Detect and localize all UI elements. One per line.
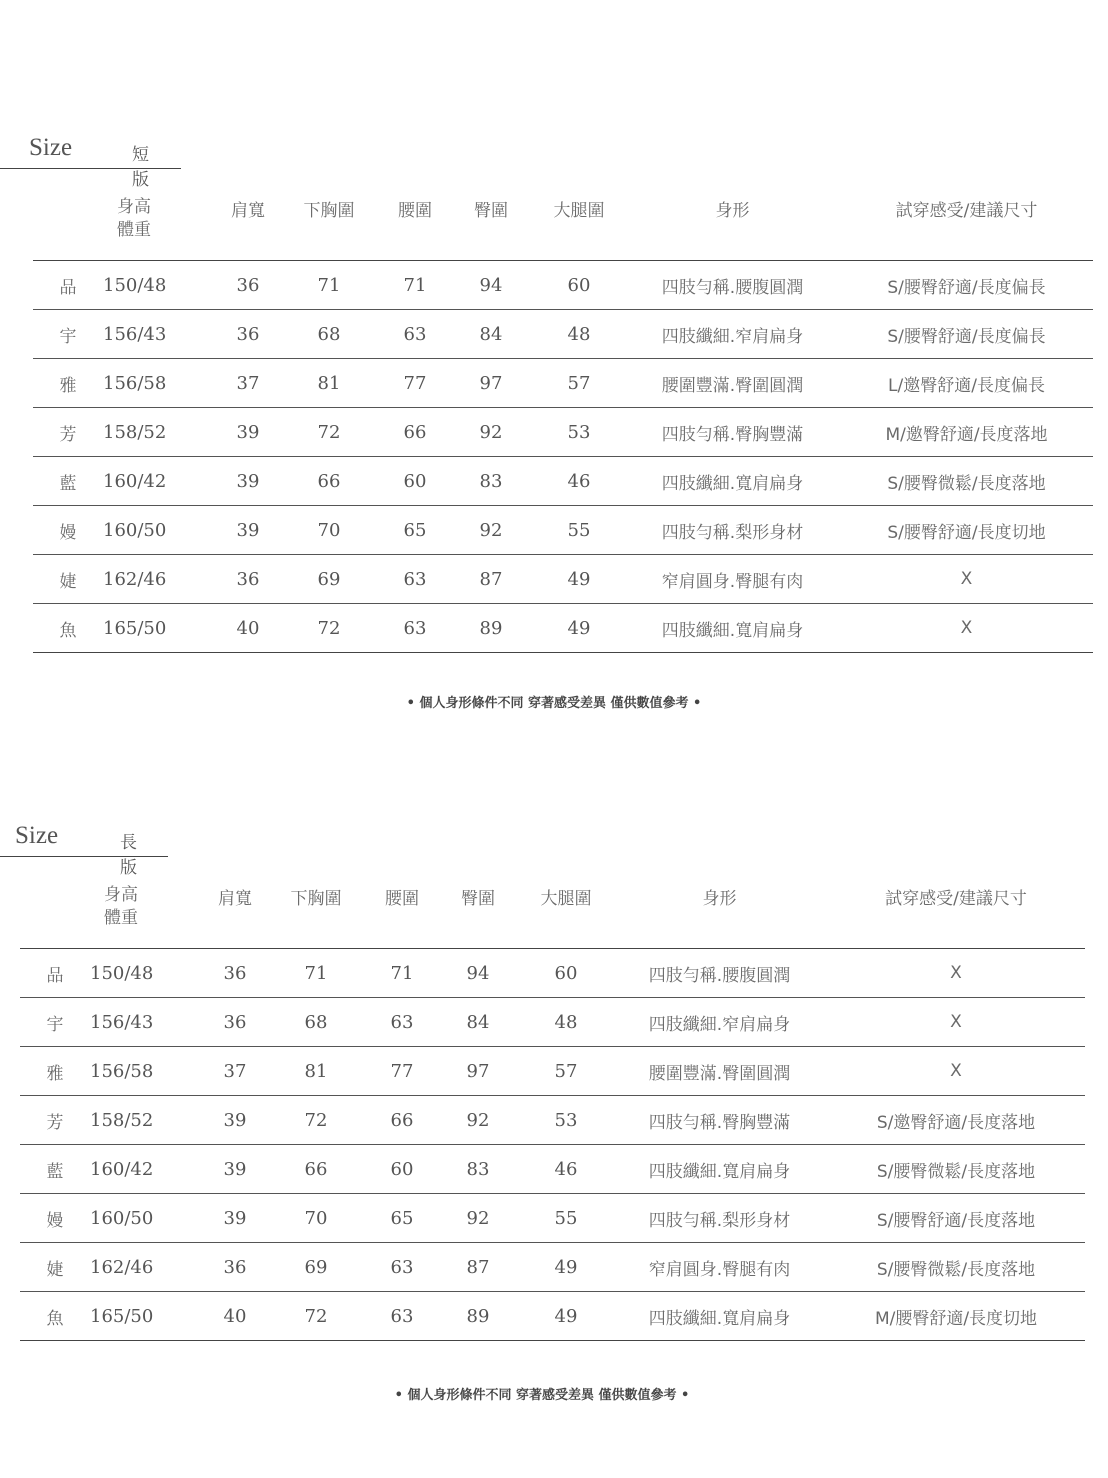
shoulder-width-cell: 36	[206, 949, 264, 998]
waist-cell: 65	[381, 506, 449, 555]
table-row	[20, 998, 1085, 1047]
model-name-cell: 婕	[33, 555, 103, 604]
thigh-cell: 46	[520, 1145, 612, 1194]
underbust-cell: 72	[264, 1292, 368, 1341]
col-header-name	[33, 194, 103, 261]
col-header-fit: 試穿感受/建議尺寸	[840, 194, 1093, 261]
height-weight-cell: 162/46	[90, 1243, 206, 1292]
hip-cell: 97	[436, 1047, 520, 1096]
col-header-thigh: 大腿圍	[520, 882, 612, 949]
model-name-cell: 芳	[33, 408, 103, 457]
header-row	[33, 194, 1093, 261]
body-shape-cell: 腰圍豐滿.臀圍圓潤	[612, 1047, 827, 1096]
col-header-body-shape: 身形	[625, 194, 840, 261]
waist-cell: 77	[381, 359, 449, 408]
col-header-fit: 試穿感受/建議尺寸	[827, 882, 1085, 949]
body-shape-cell: 四肢纖細.寬肩扁身	[612, 1145, 827, 1194]
table-row	[33, 604, 1093, 653]
thigh-cell: 60	[520, 949, 612, 998]
hip-cell: 84	[449, 310, 533, 359]
model-name-cell: 宇	[33, 310, 103, 359]
underbust-cell: 81	[264, 1047, 368, 1096]
hip-cell: 87	[436, 1243, 520, 1292]
model-name-cell: 雅	[20, 1047, 90, 1096]
table-row	[33, 555, 1093, 604]
table-row	[33, 408, 1093, 457]
heading-underline	[0, 168, 181, 169]
fit-feedback-cell: S/腰臀舒適/長度偏長	[840, 310, 1093, 359]
waist-cell: 66	[381, 408, 449, 457]
thigh-cell: 49	[520, 1292, 612, 1341]
shoulder-width-cell: 40	[206, 1292, 264, 1341]
waist-cell: 65	[368, 1194, 436, 1243]
hip-cell: 89	[449, 604, 533, 653]
model-name-cell: 雅	[33, 359, 103, 408]
waist-cell: 63	[368, 998, 436, 1047]
underbust-cell: 66	[277, 457, 381, 506]
hip-cell: 92	[449, 506, 533, 555]
shoulder-width-cell: 39	[206, 1194, 264, 1243]
hip-cell: 92	[436, 1096, 520, 1145]
waist-cell: 71	[381, 261, 449, 310]
variant-label: 長版	[120, 833, 137, 878]
model-name-cell: 嫚	[33, 506, 103, 555]
height-weight-cell: 158/52	[103, 408, 219, 457]
table-row	[20, 1096, 1085, 1145]
model-name-cell: 芳	[20, 1096, 90, 1145]
underbust-cell: 66	[264, 1145, 368, 1194]
fit-feedback-cell: S/腰臀微鬆/長度落地	[827, 1145, 1085, 1194]
body-shape-cell: 腰圍豐滿.臀圍圓潤	[625, 359, 840, 408]
underbust-cell: 70	[277, 506, 381, 555]
col-header-weight: 體重	[117, 220, 151, 240]
underbust-cell: 70	[264, 1194, 368, 1243]
fit-feedback-cell: S/腰臀舒適/長度偏長	[840, 261, 1093, 310]
thigh-cell: 48	[520, 998, 612, 1047]
shoulder-width-cell: 39	[206, 1145, 264, 1194]
col-header-shoulder: 肩寬	[219, 194, 277, 261]
body-shape-cell: 窄肩圓身.臀腿有肉	[612, 1243, 827, 1292]
table-row	[33, 359, 1093, 408]
shoulder-width-cell: 39	[219, 408, 277, 457]
col-header-height: 身高	[104, 885, 138, 905]
shoulder-width-cell: 36	[219, 310, 277, 359]
thigh-cell: 57	[533, 359, 625, 408]
thigh-cell: 60	[533, 261, 625, 310]
height-weight-cell: 158/52	[90, 1096, 206, 1145]
thigh-cell: 46	[533, 457, 625, 506]
thigh-cell: 49	[533, 604, 625, 653]
height-weight-cell: 162/46	[103, 555, 219, 604]
shoulder-width-cell: 37	[219, 359, 277, 408]
col-header-underbust: 下胸圍	[264, 882, 368, 949]
shoulder-width-cell: 39	[206, 1096, 264, 1145]
fit-feedback-cell: X	[827, 1047, 1085, 1096]
underbust-cell: 72	[264, 1096, 368, 1145]
hip-cell: 83	[436, 1145, 520, 1194]
thigh-cell: 57	[520, 1047, 612, 1096]
col-header-waist: 腰圍	[381, 194, 449, 261]
body-shape-cell: 四肢纖細.寬肩扁身	[625, 604, 840, 653]
col-header-height-weight	[90, 882, 206, 949]
underbust-cell: 68	[264, 998, 368, 1047]
col-header-weight: 體重	[104, 908, 138, 928]
waist-cell: 63	[368, 1243, 436, 1292]
col-header-underbust: 下胸圍	[277, 194, 381, 261]
height-weight-cell: 165/50	[90, 1292, 206, 1341]
fit-feedback-cell: S/腰臀微鬆/長度落地	[840, 457, 1093, 506]
hip-cell: 89	[436, 1292, 520, 1341]
col-header-shoulder: 肩寬	[206, 882, 264, 949]
height-weight-cell: 160/42	[103, 457, 219, 506]
thigh-cell: 55	[533, 506, 625, 555]
height-weight-cell: 156/43	[90, 998, 206, 1047]
fit-feedback-cell: S/腰臀微鬆/長度落地	[827, 1243, 1085, 1292]
fit-feedback-cell: X	[840, 604, 1093, 653]
hip-cell: 87	[449, 555, 533, 604]
col-header-name	[20, 882, 90, 949]
fit-feedback-cell: X	[827, 998, 1085, 1047]
shoulder-width-cell: 37	[206, 1047, 264, 1096]
model-name-cell: 嫚	[20, 1194, 90, 1243]
fit-feedback-cell: L/邀臀舒適/長度偏長	[840, 359, 1093, 408]
height-weight-cell: 150/48	[90, 949, 206, 998]
thigh-cell: 53	[533, 408, 625, 457]
underbust-cell: 68	[277, 310, 381, 359]
col-header-body-shape: 身形	[612, 882, 827, 949]
size-label: Size	[29, 134, 73, 161]
waist-cell: 63	[381, 310, 449, 359]
underbust-cell: 69	[277, 555, 381, 604]
disclaimer-note: • 個人身形條件不同 穿著感受差異 僅供數值參考 •	[406, 696, 702, 711]
waist-cell: 60	[368, 1145, 436, 1194]
table-row	[33, 310, 1093, 359]
waist-cell: 63	[381, 555, 449, 604]
col-header-hip: 臀圍	[449, 194, 533, 261]
size-table	[33, 194, 1093, 653]
thigh-cell: 48	[533, 310, 625, 359]
underbust-cell: 71	[264, 949, 368, 998]
body-shape-cell: 四肢纖細.寬肩扁身	[625, 457, 840, 506]
height-weight-cell: 160/50	[90, 1194, 206, 1243]
fit-feedback-cell: S/腰臀舒適/長度切地	[840, 506, 1093, 555]
table-row	[33, 261, 1093, 310]
waist-cell: 77	[368, 1047, 436, 1096]
thigh-cell: 49	[520, 1243, 612, 1292]
table-row	[20, 1292, 1085, 1341]
fit-feedback-cell: M/邀臀舒適/長度落地	[840, 408, 1093, 457]
thigh-cell: 53	[520, 1096, 612, 1145]
height-weight-cell: 160/42	[90, 1145, 206, 1194]
hip-cell: 97	[449, 359, 533, 408]
model-name-cell: 魚	[20, 1292, 90, 1341]
model-name-cell: 婕	[20, 1243, 90, 1292]
underbust-cell: 71	[277, 261, 381, 310]
fit-feedback-cell: S/腰臀舒適/長度落地	[827, 1194, 1085, 1243]
table-row	[20, 949, 1085, 998]
height-weight-cell: 165/50	[103, 604, 219, 653]
body-shape-cell: 四肢勻稱.梨形身材	[612, 1194, 827, 1243]
height-weight-cell: 156/43	[103, 310, 219, 359]
body-shape-cell: 四肢勻稱.臀胸豐滿	[612, 1096, 827, 1145]
fit-feedback-cell: X	[840, 555, 1093, 604]
waist-cell: 63	[368, 1292, 436, 1341]
disclaimer-note: • 個人身形條件不同 穿著感受差異 僅供數值參考 •	[394, 1388, 690, 1403]
table-row	[20, 1243, 1085, 1292]
model-name-cell: 藍	[20, 1145, 90, 1194]
col-header-thigh: 大腿圍	[533, 194, 625, 261]
height-weight-cell: 156/58	[90, 1047, 206, 1096]
model-name-cell: 藍	[33, 457, 103, 506]
col-header-hip: 臀圍	[436, 882, 520, 949]
shoulder-width-cell: 39	[219, 457, 277, 506]
fit-feedback-cell: X	[827, 949, 1085, 998]
shoulder-width-cell: 36	[219, 555, 277, 604]
size-label: Size	[15, 822, 59, 849]
model-name-cell: 魚	[33, 604, 103, 653]
underbust-cell: 72	[277, 408, 381, 457]
fit-feedback-cell: S/邀臀舒適/長度落地	[827, 1096, 1085, 1145]
hip-cell: 94	[436, 949, 520, 998]
hip-cell: 92	[449, 408, 533, 457]
body-shape-cell: 四肢纖細.寬肩扁身	[612, 1292, 827, 1341]
body-shape-cell: 四肢勻稱.臀胸豐滿	[625, 408, 840, 457]
waist-cell: 60	[381, 457, 449, 506]
table-row	[20, 1047, 1085, 1096]
shoulder-width-cell: 36	[206, 998, 264, 1047]
underbust-cell: 81	[277, 359, 381, 408]
body-shape-cell: 四肢纖細.窄肩扁身	[612, 998, 827, 1047]
waist-cell: 66	[368, 1096, 436, 1145]
hip-cell: 83	[449, 457, 533, 506]
col-header-height-weight	[103, 194, 219, 261]
col-header-height: 身高	[117, 197, 151, 217]
shoulder-width-cell: 36	[206, 1243, 264, 1292]
shoulder-width-cell: 39	[219, 506, 277, 555]
body-shape-cell: 四肢勻稱.腰腹圓潤	[612, 949, 827, 998]
model-name-cell: 品	[33, 261, 103, 310]
model-name-cell: 宇	[20, 998, 90, 1047]
waist-cell: 71	[368, 949, 436, 998]
table-row	[20, 1145, 1085, 1194]
height-weight-cell: 150/48	[103, 261, 219, 310]
body-shape-cell: 窄肩圓身.臀腿有肉	[625, 555, 840, 604]
height-weight-cell: 160/50	[103, 506, 219, 555]
body-shape-cell: 四肢勻稱.腰腹圓潤	[625, 261, 840, 310]
heading-underline	[0, 856, 168, 857]
size-table	[20, 882, 1085, 1341]
thigh-cell: 55	[520, 1194, 612, 1243]
table-row	[33, 506, 1093, 555]
shoulder-width-cell: 40	[219, 604, 277, 653]
col-header-waist: 腰圍	[368, 882, 436, 949]
body-shape-cell: 四肢勻稱.梨形身材	[625, 506, 840, 555]
fit-feedback-cell: M/腰臀舒適/長度切地	[827, 1292, 1085, 1341]
height-weight-cell: 156/58	[103, 359, 219, 408]
hip-cell: 94	[449, 261, 533, 310]
thigh-cell: 49	[533, 555, 625, 604]
underbust-cell: 69	[264, 1243, 368, 1292]
underbust-cell: 72	[277, 604, 381, 653]
hip-cell: 84	[436, 998, 520, 1047]
variant-label: 短版	[132, 145, 149, 190]
table-row	[20, 1194, 1085, 1243]
body-shape-cell: 四肢纖細.窄肩扁身	[625, 310, 840, 359]
shoulder-width-cell: 36	[219, 261, 277, 310]
table-row	[33, 457, 1093, 506]
header-row	[20, 882, 1085, 949]
waist-cell: 63	[381, 604, 449, 653]
model-name-cell: 品	[20, 949, 90, 998]
hip-cell: 92	[436, 1194, 520, 1243]
